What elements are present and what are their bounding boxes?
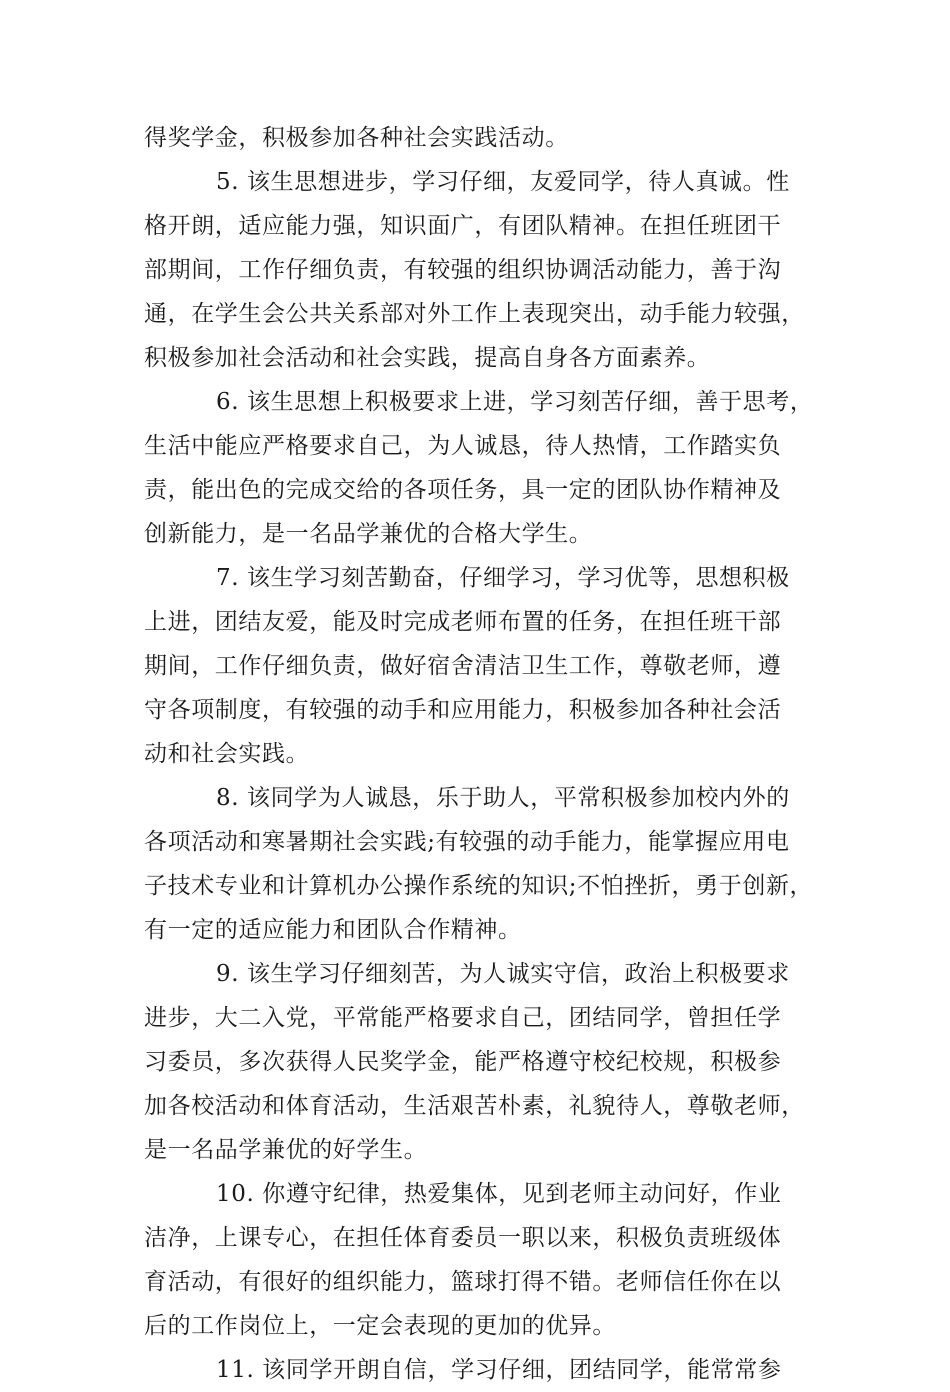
text-line-19: 有一定的适应能力和团队合作精神。 [144,917,522,943]
text-line-18: 子技术专业和计算机办公操作系统的知识;不怕挫折，勇于创新， [144,873,814,899]
text-line-28: 后的工作岗位上，一定会表现的更加的优异。 [144,1313,616,1339]
text-line-29: 11. 该同学开朗自信，学习仔细，团结同学，能常常参 [216,1357,782,1383]
text-line-3: 格开朗，适应能力强，知识面广，有团队精神。在担任班团干 [144,213,782,239]
text-line-20: 9. 该生学习仔细刻苦，为人诚实守信，政治上积极要求 [216,961,790,987]
text-line-2: 5. 该生思想进步，学习仔细，友爱同学，待人真诚。性 [216,169,790,195]
text-line-10: 创新能力，是一名品学兼优的合格大学生。 [144,521,593,547]
text-line-13: 期间，工作仔细负责，做好宿舍清洁卫生工作，尊敬老师，遵 [144,653,782,679]
text-line-8: 生活中能应严格要求自己，为人诚恳，待人热情，工作踏实负 [144,433,782,459]
text-line-26: 洁净，上课专心，在担任体育委员一职以来，积极负责班级体 [144,1225,782,1251]
text-line-15: 动和社会实践。 [144,741,310,767]
document-body [144,116,814,1392]
text-line-25: 10. 你遵守纪律，热爱集体，见到老师主动问好，作业 [216,1181,782,1207]
text-line-24: 是一名品学兼优的好学生。 [144,1137,428,1163]
text-line-22: 习委员，多次获得人民奖学金，能严格遵守校纪校规，积极参 [144,1049,782,1075]
text-line-21: 进步，大二入党，平常能严格要求自己，团结同学，曾担任学 [144,1005,782,1031]
text-line-16: 8. 该同学为人诚恳，乐于助人，平常积极参加校内外的 [216,785,790,811]
text-line-9: 责，能出色的完成交给的各项任务，具一定的团队协作精神及 [144,477,782,503]
text-line-6: 积极参加社会活动和社会实践，提高自身各方面素养。 [144,345,711,371]
text-line-11: 7. 该生学习刻苦勤奋，仔细学习，学习优等，思想积极 [216,565,790,591]
text-line-23: 加各校活动和体育活动，生活艰苦朴素，礼貌待人，尊敬老师， [144,1093,805,1119]
text-line-7: 6. 该生思想上积极要求上进，学习刻苦仔细，善于思考， [216,389,814,415]
text-line-14: 守各项制度，有较强的动手和应用能力，积极参加各种社会活 [144,697,782,723]
text-line-1: 得奖学金，积极参加各种社会实践活动。 [144,125,569,151]
text-line-4: 部期间，工作仔细负责，有较强的组织协调活动能力，善于沟 [144,257,782,283]
text-line-17: 各项活动和寒暑期社会实践;有较强的动手能力，能掌握应用电 [144,829,790,855]
text-line-27: 育活动，有很好的组织能力，篮球打得不错。老师信任你在以 [144,1269,782,1295]
text-line-5: 通，在学生会公共关系部对外工作上表现突出，动手能力较强， [144,301,805,327]
text-line-12: 上进，团结友爱，能及时完成老师布置的任务，在担任班干部 [144,609,782,635]
